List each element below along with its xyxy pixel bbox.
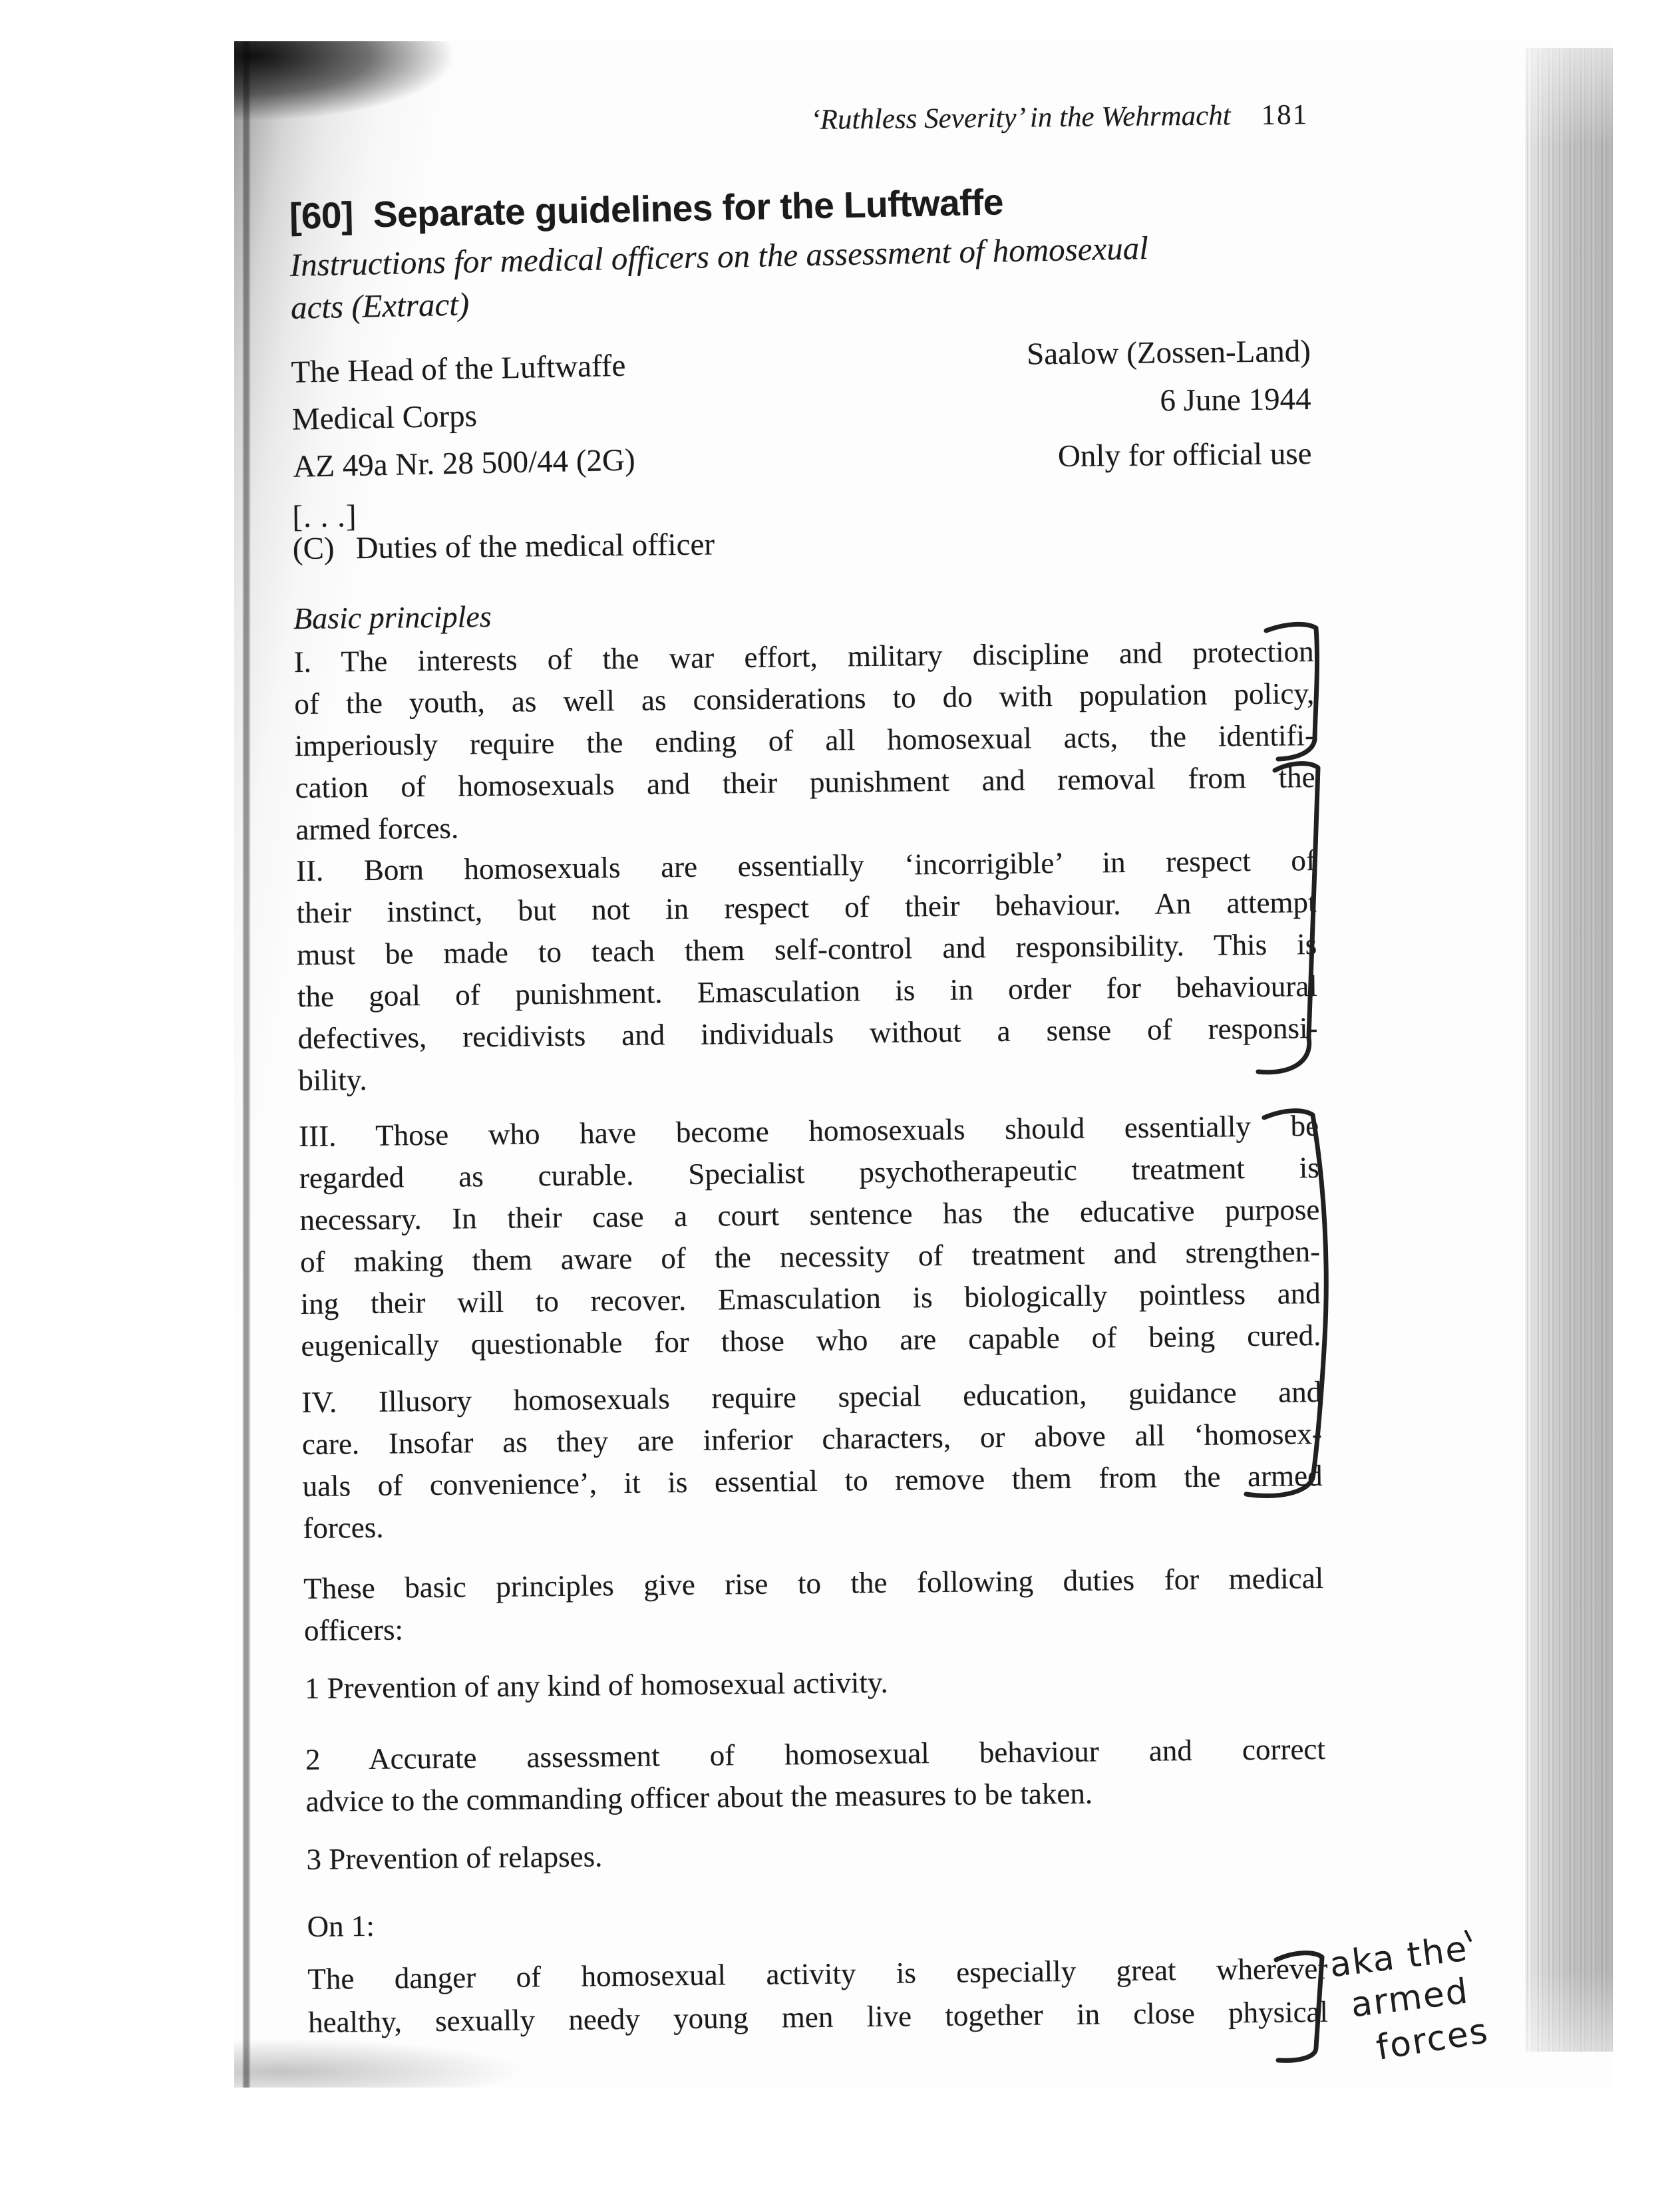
text-line: regarded as curable. Specialist psychotherapeutic treatment is (299, 1150, 1319, 1195)
principle-2-paragraph (296, 840, 1319, 1102)
text-line: advice to the commanding officer about the measures to be taken. (305, 1776, 1093, 1818)
text-line: These basic principles give rise to the following duties for medical (303, 1561, 1324, 1606)
text-line: forces. (303, 1510, 384, 1545)
principle-1-paragraph (293, 631, 1315, 851)
principle-4-paragraph (301, 1371, 1323, 1549)
on-1-paragraph (307, 1947, 1328, 2044)
text-line: of the youth, as well as considerations to do with population policy, (294, 677, 1315, 721)
duty-item-1: 1 Prevention of any kind of homosexual activity. (304, 1665, 888, 1706)
text-line: bility. (297, 1062, 367, 1098)
text-line: of making them aware of the necessity of treatment and strengthen- (299, 1234, 1321, 1279)
text-line: 2 Accurate assessment of homosexual behaviour and correct (305, 1732, 1326, 1776)
omission-mark: [. . .] (292, 499, 357, 535)
text-line: The danger of homosexual activity is especially great wherever (307, 1951, 1328, 1996)
text-line: IV. Illusory homosexuals require special education, guidance and (301, 1374, 1322, 1420)
text-line: cation of homosexuals and their punishment and removal from the (295, 760, 1315, 805)
text-line: uals of convenience’, it is essential to remove them from the armed (302, 1458, 1323, 1503)
duties-intro-paragraph (303, 1557, 1324, 1652)
place-date-block (291, 327, 1311, 434)
text-line: necessary. In their case a court sentence has the educative purpose (299, 1192, 1320, 1237)
running-header-title: ‘Ruthless Severity’ in the Wehrmacht (810, 100, 1231, 136)
classification-note: Only for official use (1057, 436, 1312, 474)
text-line: Instructions for medical officers on the assessment of homosexual (289, 229, 1149, 283)
basic-principles-heading: Basic principles (293, 599, 492, 636)
duty-item-3: 3 Prevention of relapses. (306, 1839, 603, 1876)
place-line: Saalow (Zossen-Land) (1026, 334, 1311, 372)
page-content (287, 0, 1329, 2188)
date-line: 6 June 1944 (1160, 382, 1311, 418)
text-line: Medical Corps (291, 398, 478, 437)
text-line: the goal of punishment. Emasculation is in order for behavioural (297, 969, 1318, 1014)
document-number: [60] (289, 194, 354, 237)
text-line: defectives, recidivists and individuals without a sense of responsi- (297, 1011, 1318, 1056)
text-line: II. Born homosexuals are essentially ‘incorrigible’ in respect of (295, 844, 1317, 888)
text-line: their instinct, but not in respect of their behaviour. An attempt (296, 885, 1317, 930)
text-line: healthy, sexually needy young men live together in close physical (307, 1994, 1329, 2039)
handwritten-line: forces (1373, 2011, 1492, 2068)
text-line: acts (Extract) (290, 285, 470, 326)
running-header (288, 98, 1308, 142)
page-number: 181 (1261, 99, 1309, 131)
text-line: armed forces. (295, 811, 459, 847)
text-line: care. Insofar as they are inferior characters, or above all ‘homosex- (301, 1416, 1323, 1462)
principle-3-paragraph (299, 1105, 1321, 1367)
handwritten-line: aka the (1327, 1929, 1470, 1986)
on-1-label: On 1: (307, 1909, 375, 1943)
book-page-edges (1525, 48, 1613, 2052)
text-line: The Head of the Luftwaffe (290, 348, 626, 390)
section-c-label: (C) (292, 531, 335, 567)
text-line: imperiously require the ending of all homosexual acts, the identifi- (294, 718, 1315, 763)
handwritten-line: armed (1349, 1971, 1471, 2026)
text-line: eugenically questionable for those who are capable of being cured. (301, 1318, 1321, 1363)
text-line: ing their will to recover. Emasculation is biologically pointless and (300, 1276, 1321, 1321)
text-line: AZ 49a Nr. 28 500/44 (2G) (292, 442, 636, 484)
document-subtitle (289, 224, 1311, 329)
text-line: officers: (303, 1613, 404, 1648)
text-line: must be made to teach them self-control and responsibility. This is (297, 927, 1317, 972)
duty-item-2 (305, 1728, 1326, 1823)
section-c-title: Duties of the medical officer (355, 527, 715, 566)
text-line: III. Those who have become homosexuals should essentially be (298, 1109, 1319, 1154)
text-line: I. The interests of the war effort, military discipline and protection (293, 635, 1314, 679)
document-title: Separate guidelines for the Luftwaffe (373, 181, 1004, 235)
